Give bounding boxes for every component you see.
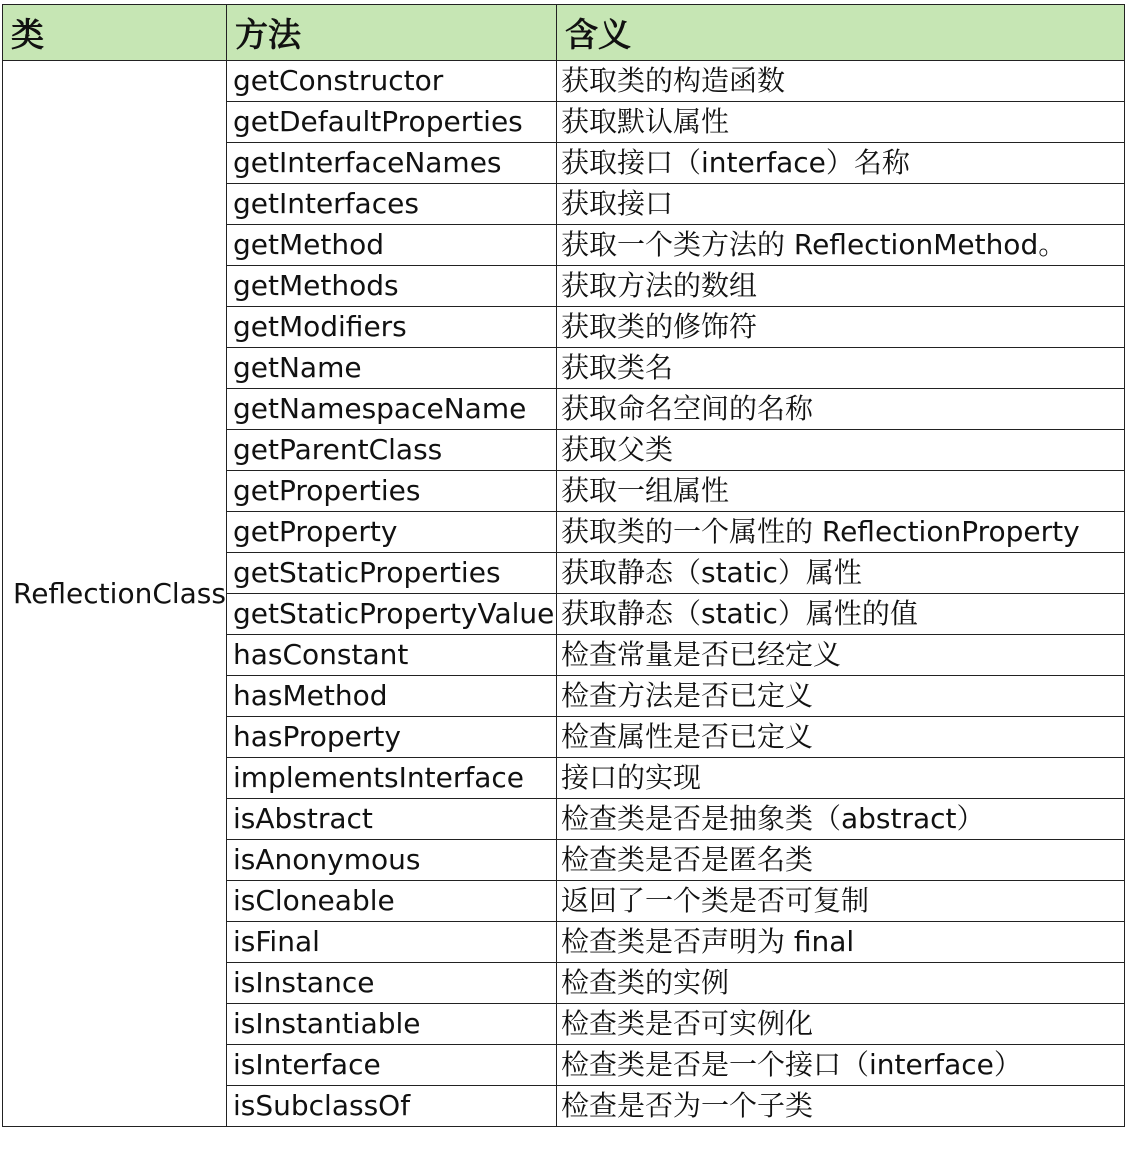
meaning-cell: 获取类的一个属性的 ReflectionProperty bbox=[556, 512, 1124, 553]
meaning-cell: 获取静态（static）属性 bbox=[556, 553, 1124, 594]
method-cell: getMethods bbox=[226, 266, 556, 307]
meaning-cell: 获取接口（interface）名称 bbox=[556, 143, 1124, 184]
method-cell: isInterface bbox=[226, 1045, 556, 1086]
meaning-cell: 检查类是否可实例化 bbox=[556, 1004, 1124, 1045]
method-cell: getDefaultProperties bbox=[226, 102, 556, 143]
meaning-cell: 获取父类 bbox=[556, 430, 1124, 471]
meaning-cell: 获取接口 bbox=[556, 184, 1124, 225]
method-cell: getProperties bbox=[226, 471, 556, 512]
header-row bbox=[3, 5, 1125, 61]
method-cell: implementsInterface bbox=[226, 758, 556, 799]
method-cell: getInterfaceNames bbox=[226, 143, 556, 184]
meaning-cell: 获取默认属性 bbox=[556, 102, 1124, 143]
meaning-cell: 检查方法是否已定义 bbox=[556, 676, 1124, 717]
meaning-cell: 检查类是否是匿名类 bbox=[556, 840, 1124, 881]
meaning-cell: 检查是否为一个子类 bbox=[556, 1086, 1124, 1127]
method-cell: hasMethod bbox=[226, 676, 556, 717]
meaning-cell: 返回了一个类是否可复制 bbox=[556, 881, 1124, 922]
method-cell: isSubclassOf bbox=[226, 1086, 556, 1127]
meaning-cell: 接口的实现 bbox=[556, 758, 1124, 799]
meaning-cell: 检查类是否是抽象类（abstract） bbox=[556, 799, 1124, 840]
meaning-cell: 获取命名空间的名称 bbox=[556, 389, 1124, 430]
meaning-cell: 检查类是否声明为 final bbox=[556, 922, 1124, 963]
meaning-cell: 检查属性是否已定义 bbox=[556, 717, 1124, 758]
method-cell: getParentClass bbox=[226, 430, 556, 471]
method-cell: isInstance bbox=[226, 963, 556, 1004]
meaning-cell: 检查常量是否已经定义 bbox=[556, 635, 1124, 676]
method-cell: getProperty bbox=[226, 512, 556, 553]
meaning-cell: 获取类名 bbox=[556, 348, 1124, 389]
header-class: 类 bbox=[3, 5, 227, 61]
meaning-cell: 获取一个类方法的 ReflectionMethod。 bbox=[556, 225, 1124, 266]
method-cell: getName bbox=[226, 348, 556, 389]
method-cell: getNamespaceName bbox=[226, 389, 556, 430]
method-cell: hasConstant bbox=[226, 635, 556, 676]
class-name-cell: ReflectionClass bbox=[3, 61, 227, 1127]
method-cell: getStaticPropertyValue bbox=[226, 594, 556, 635]
method-cell: isAnonymous bbox=[226, 840, 556, 881]
meaning-cell: 获取静态（static）属性的值 bbox=[556, 594, 1124, 635]
method-cell: getModifiers bbox=[226, 307, 556, 348]
method-cell: isAbstract bbox=[226, 799, 556, 840]
method-cell: hasProperty bbox=[226, 717, 556, 758]
reflection-methods-table bbox=[2, 4, 1125, 1127]
meaning-cell: 获取方法的数组 bbox=[556, 266, 1124, 307]
method-cell: getInterfaces bbox=[226, 184, 556, 225]
table-header bbox=[3, 5, 1125, 61]
meaning-cell: 检查类是否是一个接口（interface） bbox=[556, 1045, 1124, 1086]
method-cell: getConstructor bbox=[226, 61, 556, 102]
method-cell: isInstantiable bbox=[226, 1004, 556, 1045]
meaning-cell: 获取类的构造函数 bbox=[556, 61, 1124, 102]
method-cell: getMethod bbox=[226, 225, 556, 266]
meaning-cell: 获取类的修饰符 bbox=[556, 307, 1124, 348]
method-cell: getStaticProperties bbox=[226, 553, 556, 594]
meaning-cell: 检查类的实例 bbox=[556, 963, 1124, 1004]
header-method: 方法 bbox=[226, 5, 556, 61]
meaning-cell: 获取一组属性 bbox=[556, 471, 1124, 512]
header-meaning: 含义 bbox=[556, 5, 1124, 61]
method-cell: isCloneable bbox=[226, 881, 556, 922]
method-cell: isFinal bbox=[226, 922, 556, 963]
table-body bbox=[3, 61, 1125, 1127]
table-row bbox=[3, 61, 1125, 102]
